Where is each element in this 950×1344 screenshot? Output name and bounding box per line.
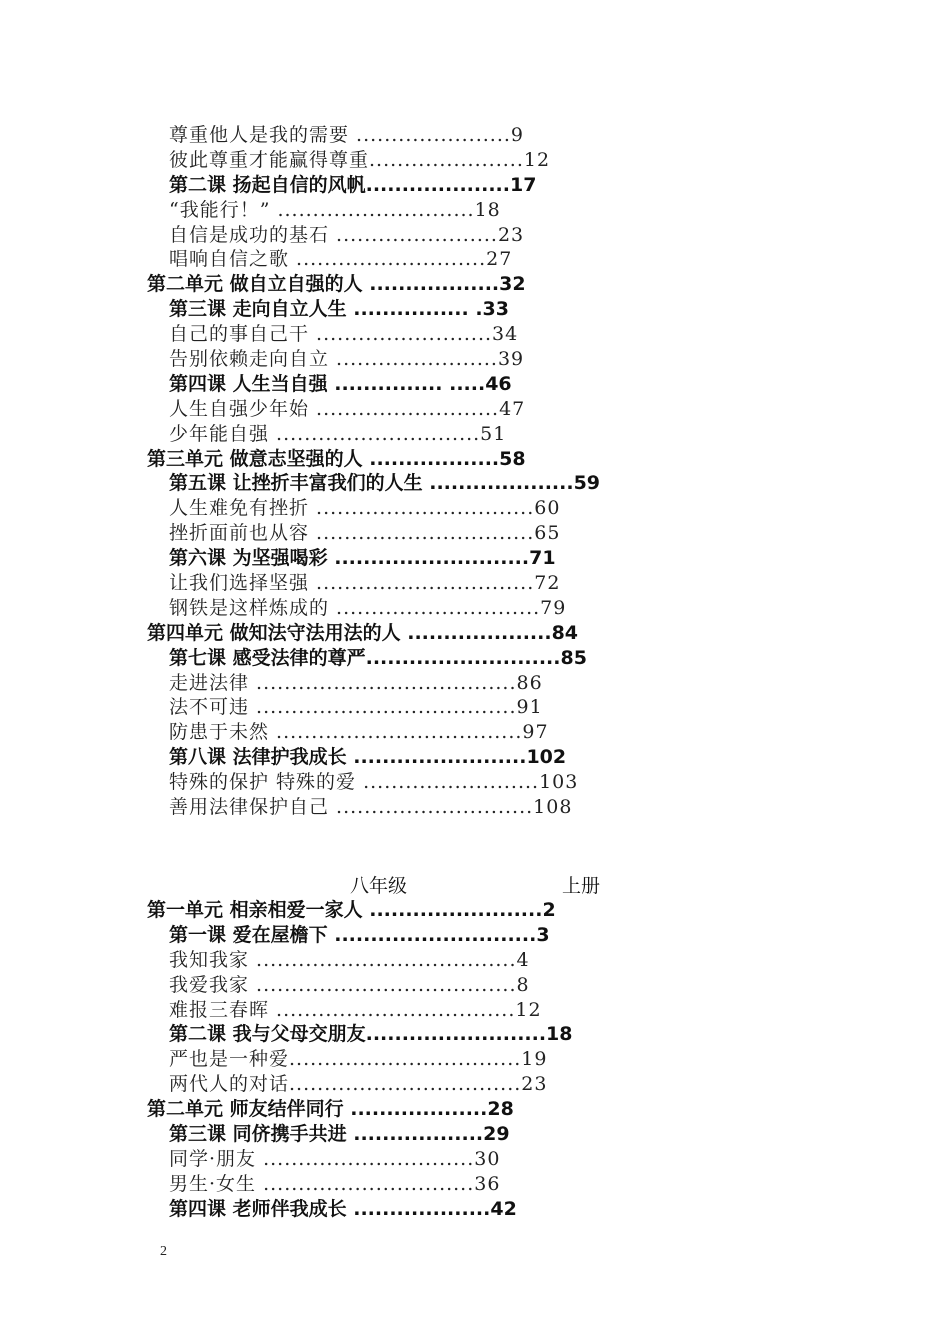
toc-entry-topic	[147, 973, 787, 998]
toc-entry-topic	[147, 322, 787, 347]
toc-entry-unit	[147, 1097, 787, 1122]
toc-entry-text: 自信是成功的基石 .......................23	[169, 223, 525, 246]
toc-entry-text: 尊重他人是我的需要 ......................9	[169, 124, 524, 146]
toc-entry-text: 第三课 走向自立人生 ................ .33	[169, 298, 509, 321]
toc-entry-lesson	[147, 646, 787, 671]
toc-entry-text: 第二课 我与父母交朋友.........................18	[169, 1023, 573, 1046]
toc-section-grade7-vol2	[147, 123, 787, 820]
toc-entry-topic	[147, 422, 787, 447]
toc-entry-lesson	[147, 297, 787, 322]
toc-entry-text: 第六课 为坚强喝彩 ...........................71	[169, 547, 556, 570]
toc-entry-text: 少年能自强 .............................51	[169, 422, 507, 445]
toc-entry-lesson	[147, 1197, 787, 1222]
toc-entry-topic	[147, 521, 787, 546]
toc-entry-text: 男生·女生 ..............................36	[169, 1172, 501, 1195]
toc-entry-lesson	[147, 1122, 787, 1147]
toc-entry-unit	[147, 898, 787, 923]
toc-entry-text: 两代人的对话.................................23	[169, 1073, 548, 1096]
toc-entry-lesson	[147, 173, 787, 198]
toc-entry-topic	[147, 1172, 787, 1197]
toc-section-grade8-vol1	[147, 898, 787, 1222]
toc-entry-lesson	[147, 546, 787, 571]
toc-entry-text: 钢铁是这样炼成的 .............................79	[169, 596, 567, 619]
toc-entry-text: 法不可违 .....................................91	[169, 696, 543, 719]
toc-entry-topic	[147, 1072, 787, 1097]
toc-entry-text: 第一课 爱在屋檐下 ............................3	[169, 923, 550, 946]
toc-entry-text: 第三课 同侪携手共进 ..................29	[169, 1123, 510, 1146]
toc-entry-topic	[147, 1147, 787, 1172]
toc-entry-text: 第三单元 做意志坚强的人 ..................58	[147, 447, 526, 470]
toc-entry-text: 告别依赖走向自立 .......................39	[169, 348, 525, 371]
toc-entry-topic	[147, 496, 787, 521]
toc-entry-unit	[147, 447, 787, 472]
toc-entry-lesson	[147, 471, 787, 496]
section-heading	[147, 871, 787, 897]
toc-entry-topic	[147, 770, 787, 795]
toc-entry-topic	[147, 1047, 787, 1072]
table-of-contents	[147, 123, 787, 1220]
toc-entry-text: 同学·朋友 ..............................30	[169, 1147, 501, 1170]
toc-entry-lesson	[147, 372, 787, 397]
toc-entry-text: 我知我家 .....................................4	[169, 948, 530, 971]
toc-entry-text: 第七课 感受法律的尊严...........................85	[169, 646, 587, 669]
toc-entry-topic	[147, 795, 787, 820]
page-number: 2	[160, 1244, 167, 1259]
toc-entry-lesson	[147, 923, 787, 948]
toc-entry-topic	[147, 948, 787, 973]
toc-entry-text: 第一单元 相亲相爱一家人 ........................2	[147, 899, 556, 921]
toc-entry-text: 严也是一种爱.................................19	[169, 1048, 548, 1071]
toc-entry-text: 挫折面前也从容 ...............................65	[169, 522, 561, 545]
toc-entry-unit	[147, 272, 787, 297]
toc-entry-topic	[147, 695, 787, 720]
toc-entry-topic	[147, 571, 787, 596]
toc-entry-text: 第四课 人生当自强 ............... .....46	[169, 372, 512, 395]
toc-entry-text: 唱响自信之歌 ...........................27	[169, 248, 513, 271]
toc-entry-text: 人生自强少年始 ..........................47	[169, 397, 526, 420]
heading-grade: 八年级	[350, 875, 408, 897]
toc-entry-text: 让我们选择坚强 ...............................72	[169, 572, 561, 595]
toc-entry-topic	[147, 148, 787, 173]
toc-entry-topic	[147, 720, 787, 745]
toc-entry-lesson	[147, 1022, 787, 1047]
toc-entry-text: 第五课 让挫折丰富我们的人生 ....................59	[169, 472, 601, 495]
toc-entry-text: 第二单元 师友结伴同行 ...................28	[147, 1098, 514, 1121]
toc-entry-topic	[147, 198, 787, 223]
heading-volume: 上册	[562, 875, 601, 897]
toc-entry-text: 善用法律保护自己 ............................108	[169, 796, 573, 819]
toc-entry-text: 走进法律 .....................................86	[169, 671, 543, 694]
toc-entry-lesson	[147, 745, 787, 770]
toc-entry-text: “我能行！” ............................18	[169, 198, 501, 221]
toc-entry-text: 第二单元 做自立自强的人 ..................32	[147, 273, 526, 296]
toc-entry-text: 第四单元 做知法守法用法的人 ....................84	[147, 621, 579, 644]
toc-entry-text: 人生难免有挫折 ...............................60	[169, 497, 561, 520]
toc-entry-topic	[147, 123, 787, 148]
toc-entry-topic	[147, 671, 787, 696]
toc-entry-text: 彼此尊重才能赢得尊重......................12	[169, 148, 551, 171]
toc-entry-text: 防患于未然 ...................................97	[169, 721, 549, 744]
toc-entry-text: 自己的事自己干 .........................34	[169, 323, 519, 346]
toc-entry-text: 我爱我家 .....................................8	[169, 973, 530, 996]
toc-entry-text: 第四课 老师伴我成长 ...................42	[169, 1197, 517, 1220]
toc-entry-topic	[147, 397, 787, 422]
toc-entry-unit	[147, 621, 787, 646]
toc-entry-topic	[147, 347, 787, 372]
toc-entry-text: 难报三春晖 ..................................12	[169, 998, 542, 1021]
toc-entry-text: 第二课 扬起自信的风帆....................17	[169, 173, 537, 196]
toc-entry-topic	[147, 247, 787, 272]
toc-entry-topic	[147, 596, 787, 621]
toc-entry-topic	[147, 223, 787, 248]
toc-entry-text: 特殊的保护 特殊的爱 .........................103	[169, 771, 579, 794]
toc-entry-topic	[147, 998, 787, 1023]
toc-entry-text: 第八课 法律护我成长 ........................102	[169, 746, 567, 769]
